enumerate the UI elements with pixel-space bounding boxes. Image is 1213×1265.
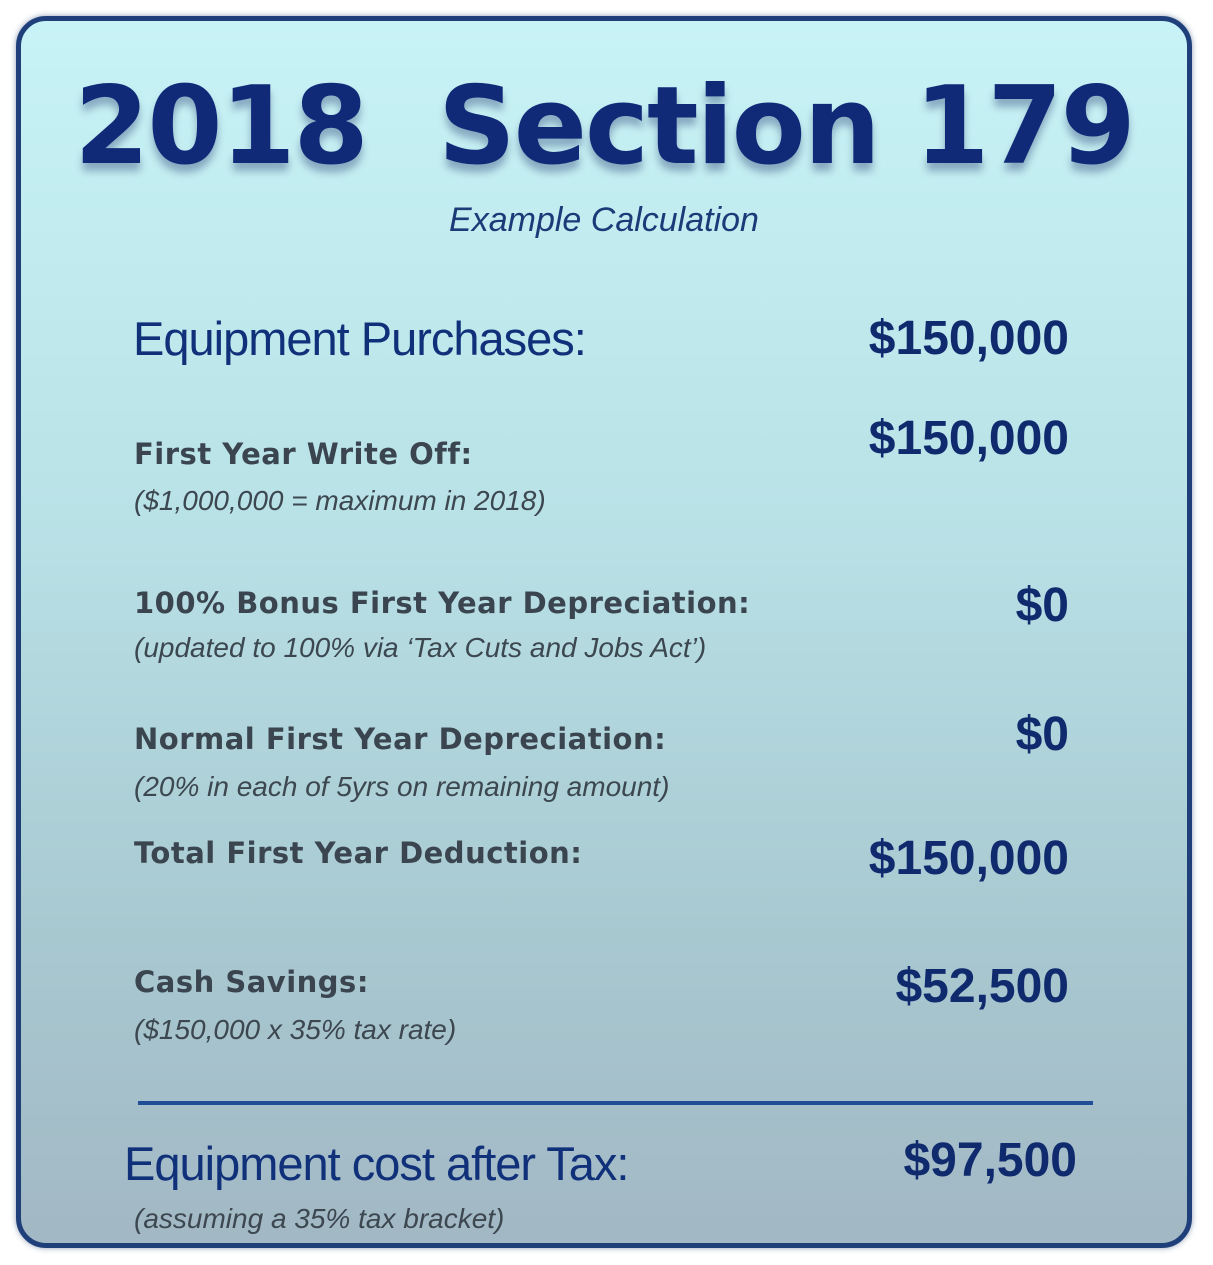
normal-depreciation-note: (20% in each of 5yrs on remaining amount) bbox=[134, 771, 670, 802]
bonus-depreciation-label: 100% Bonus First Year Depreciation: bbox=[134, 586, 751, 620]
total-deduction-label: Total First Year Deduction: bbox=[134, 836, 583, 870]
page-subtitle: Example Calculation bbox=[449, 201, 759, 239]
normal-depreciation-value: $0 bbox=[1015, 708, 1069, 761]
cash-savings-note: ($150,000 x 35% tax rate) bbox=[134, 1014, 457, 1045]
total-deduction-value: $150,000 bbox=[868, 832, 1069, 885]
first-year-write-off-value: $150,000 bbox=[868, 412, 1069, 465]
equipment-purchases-value: $150,000 bbox=[868, 312, 1069, 365]
first-year-write-off-label: First Year Write Off: bbox=[134, 437, 473, 471]
cost-after-tax-label: Equipment cost after Tax: bbox=[124, 1137, 629, 1190]
page-title: 2018 Section 179 bbox=[74, 64, 1134, 189]
cost-after-tax-value: $97,500 bbox=[903, 1134, 1077, 1187]
equipment-purchases-label: Equipment Purchases: bbox=[133, 312, 586, 365]
cost-after-tax-note: (assuming a 35% tax bracket) bbox=[134, 1203, 505, 1234]
normal-depreciation-label: Normal First Year Depreciation: bbox=[134, 722, 667, 756]
cash-savings-label: Cash Savings: bbox=[134, 965, 369, 999]
bonus-depreciation-value: $0 bbox=[1015, 579, 1069, 632]
divider-line bbox=[138, 1101, 1093, 1105]
cash-savings-value: $52,500 bbox=[895, 960, 1069, 1013]
section-179-card bbox=[16, 16, 1192, 1248]
bonus-depreciation-note: (updated to 100% via ‘Tax Cuts and Jobs Act’) bbox=[134, 632, 707, 663]
first-year-write-off-note: ($1,000,000 = maximum in 2018) bbox=[134, 485, 546, 516]
